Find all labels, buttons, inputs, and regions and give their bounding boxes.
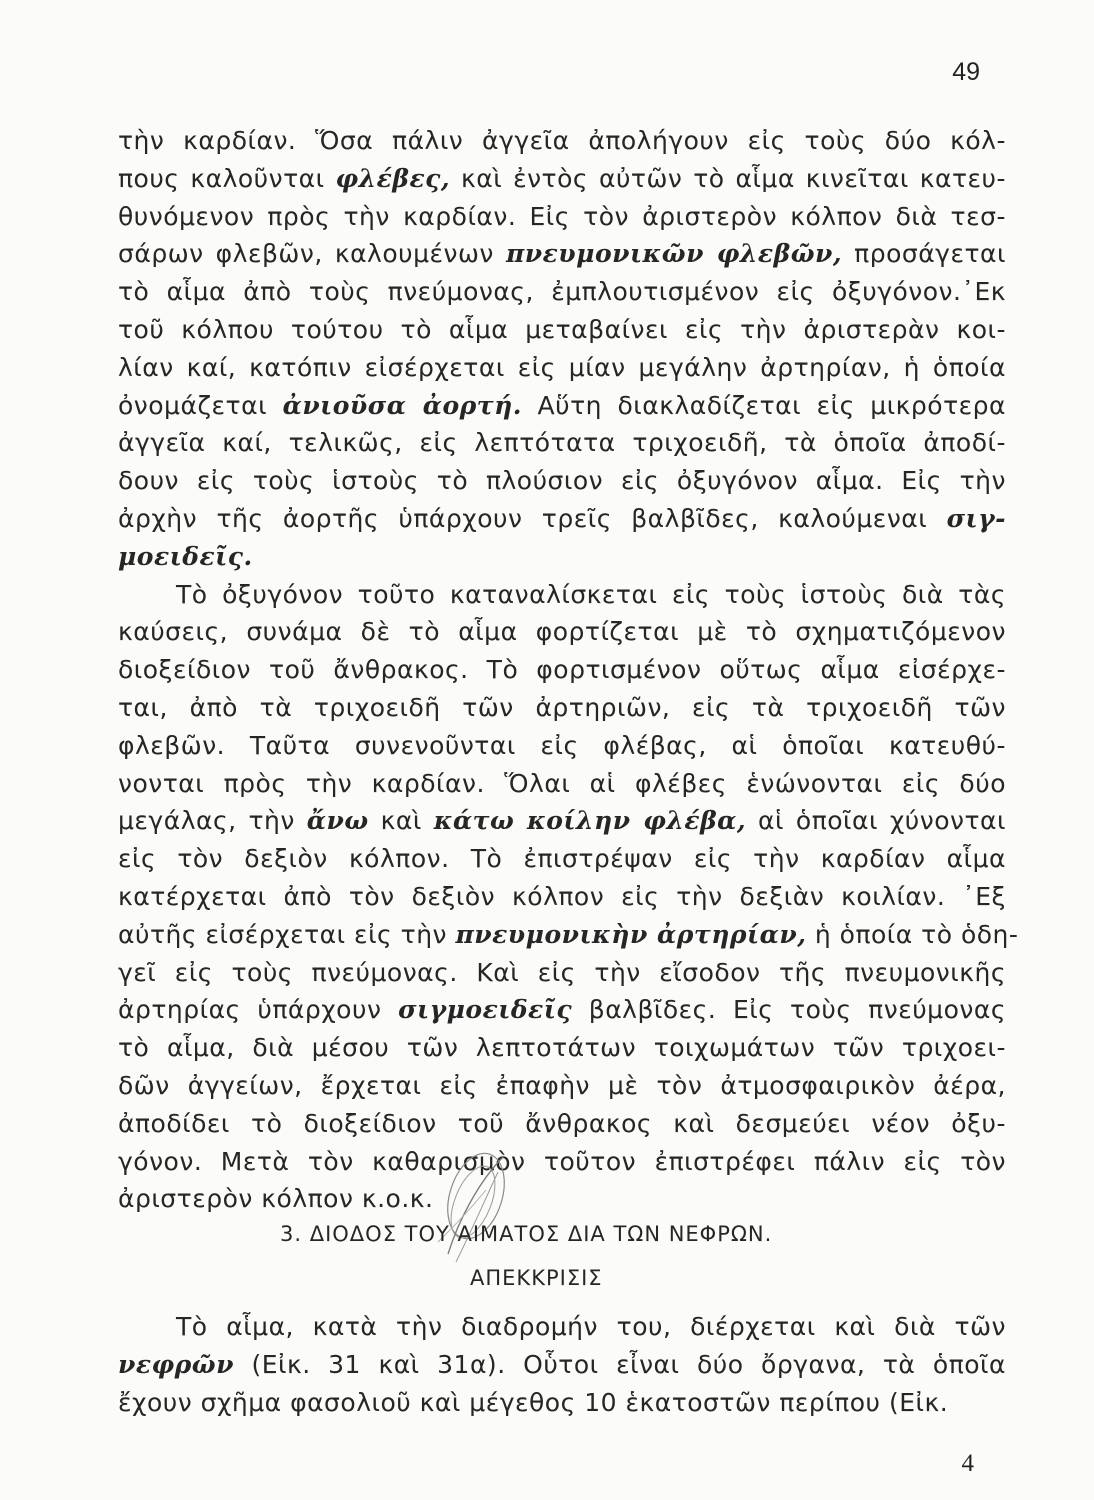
text-run: γεῖ εἰς τοὺς πνεύμονας. Καὶ εἰς τὴν εἴσοδον τῆς πνευμονικῆς bbox=[118, 957, 1006, 987]
text-run: κατέρχεται ἀπὸ τὸν δεξιὸν κόλπον εἰς τὴν δεξιὰν κοιλίαν. ᾿Εξ bbox=[118, 881, 1006, 911]
text-run: νονται πρὸς τὴν καρδίαν. Ὅλαι αἱ φλέβες ἑνώνονται εἰς δύο bbox=[118, 768, 1006, 798]
text-line bbox=[118, 689, 1006, 727]
text-line bbox=[118, 235, 1006, 273]
text-run: ἔχουν σχῆμα φασολιοῦ καὶ μέγεθος 10 ἑκατοστῶν περίπου (Εἰκ. bbox=[118, 1387, 949, 1417]
text-line bbox=[118, 500, 1006, 538]
pencil-scribble-icon bbox=[418, 1142, 528, 1282]
text-run: σάρων φλεβῶν, καλουμένων bbox=[118, 239, 506, 269]
text-line bbox=[118, 122, 1006, 160]
text-run: βαλβῖδες. Εἰς τοὺς πνεύμονας bbox=[572, 995, 1006, 1025]
text-line bbox=[118, 1029, 1006, 1067]
text-line bbox=[118, 198, 1006, 236]
body-text bbox=[118, 122, 1019, 1218]
text-run: μεγάλας, τὴν bbox=[118, 806, 307, 836]
text-run: καύσεις, συνάμα δὲ τὸ αἷμα φορτίζεται μὲ τὸ σχηματιζόμενον bbox=[118, 617, 1006, 647]
text-line bbox=[118, 651, 1006, 689]
text-run: ἀριστερὸν κόλπον κ.ο.κ. bbox=[118, 1184, 434, 1214]
text-line bbox=[118, 802, 1006, 840]
text-run: (Εἰκ. 31 καὶ 31α). Οὗτοι εἶναι δύο ὄργανα, τὰ ὁποῖα bbox=[233, 1349, 1006, 1379]
text-line bbox=[118, 916, 1019, 954]
paragraph-3 bbox=[118, 1308, 1006, 1421]
paragraph-2 bbox=[118, 576, 1019, 1219]
text-line bbox=[118, 387, 1006, 425]
text-run: ἡ ὁποία τὸ ὁδη- bbox=[806, 919, 1019, 949]
text-run: καὶ bbox=[368, 806, 434, 836]
italic-term: μοειδεῖς. bbox=[118, 541, 253, 571]
text-line bbox=[118, 840, 1006, 878]
text-line bbox=[118, 991, 1006, 1029]
text-line bbox=[118, 1067, 1006, 1105]
italic-term: κάτω κοίλην φλέβα, bbox=[433, 806, 747, 836]
italic-term: ἀνιοῦσα ἀορτή. bbox=[282, 390, 522, 420]
section-subtitle: ΑΠΕΚΚΡΙΣΙΣ bbox=[470, 1266, 603, 1290]
text-line bbox=[118, 576, 1006, 614]
text-run: ἀρτηρίας ὑπάρχουν bbox=[118, 995, 399, 1025]
text-line bbox=[118, 1105, 1006, 1143]
section-title: 3. ΔΙΟΔΟΣ ΤΟΥ ΑΙΜΑΤΟΣ ΔΙΑ ΤΩΝ ΝΕΦΡΩΝ. bbox=[280, 1222, 773, 1246]
text-line bbox=[118, 1346, 1006, 1384]
text-line bbox=[118, 765, 1006, 803]
text-line bbox=[118, 1143, 1006, 1181]
text-run: αὐτῆς εἰσέρχεται εἰς τὴν bbox=[118, 919, 456, 949]
text-run: τὸ αἷμα, διὰ μέσου τῶν λεπτοτάτων τοιχωμάτων τῶν τριχοει- bbox=[118, 1033, 1006, 1063]
italic-term: σιγ- bbox=[946, 503, 1006, 533]
text-run: λίαν καί, κατόπιν εἰσέρχεται εἰς μίαν μεγάλην ἀρτηρίαν, ἡ ὁποία bbox=[118, 352, 1006, 382]
text-run: πους καλοῦνται bbox=[118, 163, 336, 193]
text-line bbox=[118, 1180, 1006, 1218]
text-run: ται, ἀπὸ τὰ τριχοειδῆ τῶν ἀρτηριῶν, εἰς τὰ τριχοειδῆ τῶν bbox=[118, 692, 1006, 722]
italic-term: πνευμονικὴν ἀρτηρίαν, bbox=[455, 919, 807, 949]
text-run: θυνόμενον πρὸς τὴν καρδίαν. Εἰς τὸν ἀριστερὸν κόλπον διὰ τεσ- bbox=[118, 201, 1006, 231]
page-number: 49 bbox=[952, 58, 980, 86]
body-text-continued bbox=[118, 1308, 1006, 1421]
text-run: δῶν ἀγγείων, ἔρχεται εἰς ἐπαφὴν μὲ τὸν ἀτμοσφαιρικὸν ἀέρα, bbox=[118, 1070, 1006, 1100]
text-run: γόνον. Μετὰ τὸν καθαρισμὸν τοῦτον ἐπιστρέφει πάλιν εἰς τὸν bbox=[118, 1146, 1006, 1176]
text-run: τοῦ κόλπου τούτου τὸ αἷμα μεταβαίνει εἰς τὴν ἀριστερὰν κοι- bbox=[118, 314, 1006, 344]
signature-mark: 4 bbox=[961, 1450, 974, 1477]
text-run: τὴν καρδίαν. Ὅσα πάλιν ἀγγεῖα ἀπολήγουν εἰς τοὺς δύο κόλ- bbox=[118, 126, 1006, 155]
text-line bbox=[118, 954, 1006, 992]
italic-term: σιγμοειδεῖς bbox=[398, 995, 573, 1025]
text-run: δουν εἰς τοὺς ἱστοὺς τὸ πλούσιον εἰς ὀξυγόνον αἷμα. Εἰς τὴν bbox=[118, 466, 1006, 496]
italic-term: πνευμονικῶν φλεβῶν, bbox=[505, 239, 843, 269]
italic-term: ἄνω bbox=[306, 806, 369, 836]
text-run: αἱ ὁποῖαι χύνονται bbox=[746, 806, 1006, 836]
text-run: ἀγγεῖα καί, τελικῶς, εἰς λεπτότατα τριχοειδῆ, τὰ ὁποῖα ἀποδί- bbox=[118, 428, 1006, 458]
text-run: Αὕτη διακλαδίζεται εἰς μικρότερα bbox=[521, 390, 1006, 420]
text-run: φλεβῶν. Ταῦτα συνενοῦνται εἰς φλέβας, αἱ ὁποῖαι κατευθύ- bbox=[118, 730, 1006, 760]
text-line bbox=[118, 727, 1006, 765]
text-run: ὀνομάζεται bbox=[118, 390, 283, 420]
text-run: Τὸ ὀξυγόνον τοῦτο καταναλίσκεται εἰς τοὺς ἱστοὺς διὰ τὰς bbox=[176, 579, 1006, 609]
italic-term: νεφρῶν bbox=[118, 1349, 234, 1379]
text-line bbox=[118, 424, 1006, 462]
text-line bbox=[118, 538, 1006, 576]
text-run: ἀποδίδει τὸ διοξείδιον τοῦ ἄνθρακος καὶ δεσμεύει νέον ὀξυ- bbox=[118, 1108, 1006, 1138]
text-run: τὸ αἷμα ἀπὸ τοὺς πνεύμονας, ἐμπλουτισμένον εἰς ὀξυγόνον.᾿Εκ bbox=[118, 277, 1006, 307]
text-line bbox=[118, 1384, 1006, 1422]
text-line bbox=[118, 273, 1006, 311]
italic-term: φλέβες, bbox=[335, 163, 451, 193]
paragraph-1 bbox=[118, 122, 1006, 576]
text-run: ἀρχὴν τῆς ἀορτῆς ὑπάρχουν τρεῖς βαλβῖδες, καλούμεναι bbox=[118, 503, 947, 533]
text-run: καὶ ἐντὸς αὐτῶν τὸ αἷμα κινεῖται κατευ- bbox=[450, 163, 1007, 193]
text-run: διοξείδιον τοῦ ἄνθρακος. Τὸ φορτισμένον οὕτως αἷμα εἰσέρχε- bbox=[118, 655, 1006, 685]
text-line bbox=[118, 311, 1006, 349]
text-line bbox=[118, 349, 1006, 387]
text-run: Τὸ αἷμα, κατὰ τὴν διαδρομήν του, διέρχεται καὶ διὰ τῶν bbox=[176, 1312, 1006, 1341]
text-line bbox=[118, 613, 1006, 651]
text-line bbox=[118, 1308, 1006, 1346]
text-run: προσάγεται bbox=[842, 239, 1006, 269]
text-line bbox=[118, 160, 1006, 198]
text-run: εἰς τὸν δεξιὸν κόλπον. Τὸ ἐπιστρέψαν εἰς τὴν καρδίαν αἷμα bbox=[118, 844, 1006, 874]
text-line bbox=[118, 878, 1006, 916]
text-line bbox=[118, 462, 1006, 500]
